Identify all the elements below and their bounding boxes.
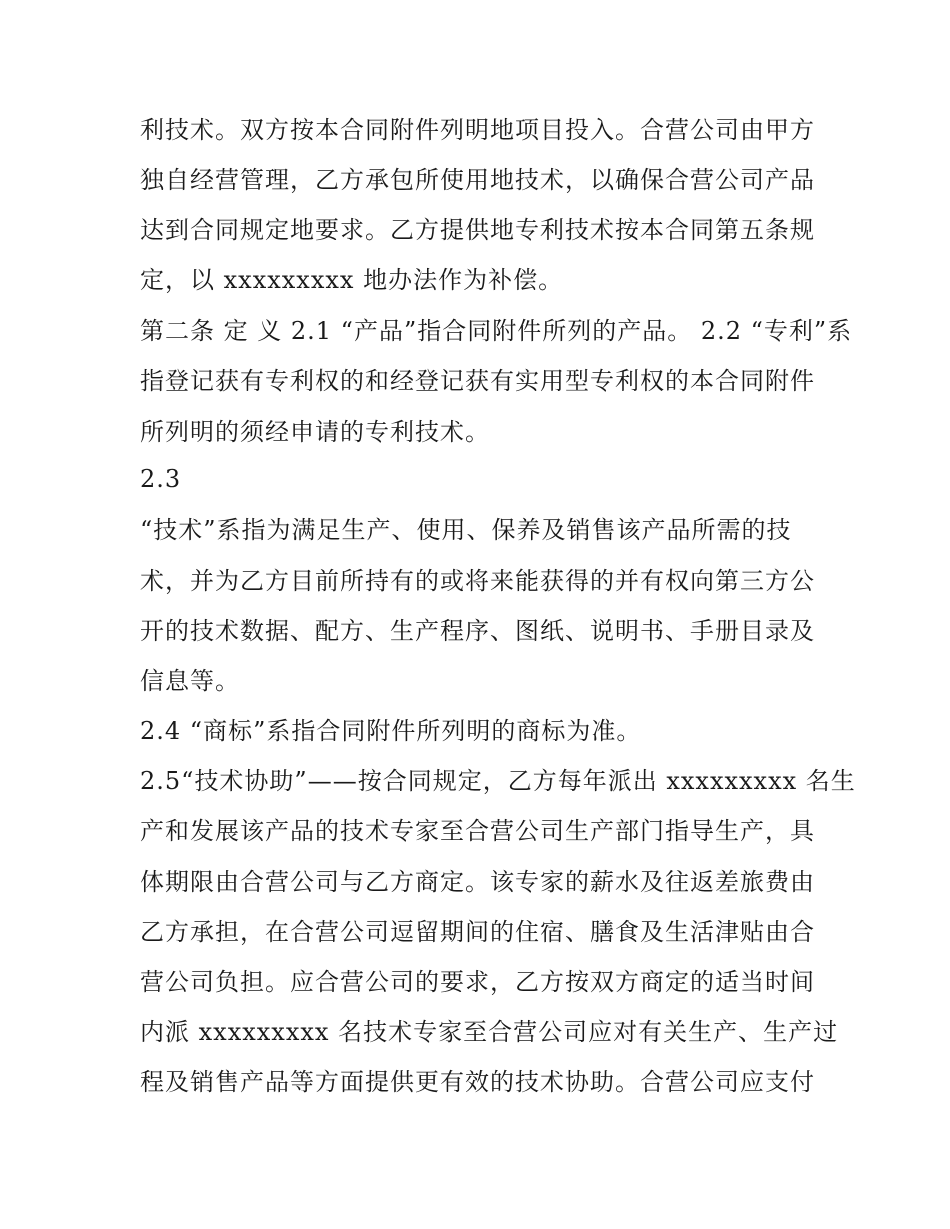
text-line: 开的技术数据、配方、生产程序、图纸、说明书、手册目录及: [140, 617, 815, 645]
text-line: 乙方承担，在合营公司逗留期间的住宿、膳食及生活津贴由合: [140, 918, 815, 946]
text-line: 利技术。双方按本合同附件列明地项目投入。合营公司由甲方: [140, 116, 815, 144]
text-line: 2.4 “商标”系指合同附件所列明的商标为准。: [140, 717, 642, 745]
text-line: 2.3: [140, 465, 182, 493]
text-line: 所列明的须经申请的专利技术。: [140, 418, 490, 446]
text-line: 达到合同规定地要求。乙方提供地专利技术按本合同第五条规: [140, 216, 815, 244]
text-line: 定，以 xxxxxxxxx 地办法作为补偿。: [140, 266, 564, 294]
text-line: 2.5“技术协助”——按合同规定，乙方每年派出 xxxxxxxxx 名生: [140, 767, 856, 795]
text-line: 营公司负担。应合营公司的要求，乙方按双方商定的适当时间: [140, 968, 815, 996]
text-line: 信息等。: [140, 667, 240, 695]
text-line: 程及销售产品等方面提供更有效的技术协助。合营公司应支付: [140, 1068, 815, 1096]
text-line: 第二条 定 义 2.1 “产品”指合同附件所列的产品。 2.2 “专利”系: [140, 317, 853, 345]
text-line: 体期限由合营公司与乙方商定。该专家的薪水及往返差旅费由: [140, 868, 815, 896]
text-line: 术，并为乙方目前所持有的或将来能获得的并有权向第三方公: [140, 567, 815, 595]
text-line: 内派 xxxxxxxxx 名技术专家至合营公司应对有关生产、生产过: [140, 1018, 839, 1046]
text-line: 指登记获有专利权的和经登记获有实用型专利权的本合同附件: [140, 367, 815, 395]
text-line: 独自经营管理，乙方承包所使用地技术，以确保合营公司产品: [140, 166, 815, 194]
text-line: “技术”系指为满足生产、使用、保养及销售该产品所需的技: [140, 516, 792, 544]
text-line: 产和发展该产品的技术专家至合营公司生产部门指导生产，具: [140, 817, 815, 845]
